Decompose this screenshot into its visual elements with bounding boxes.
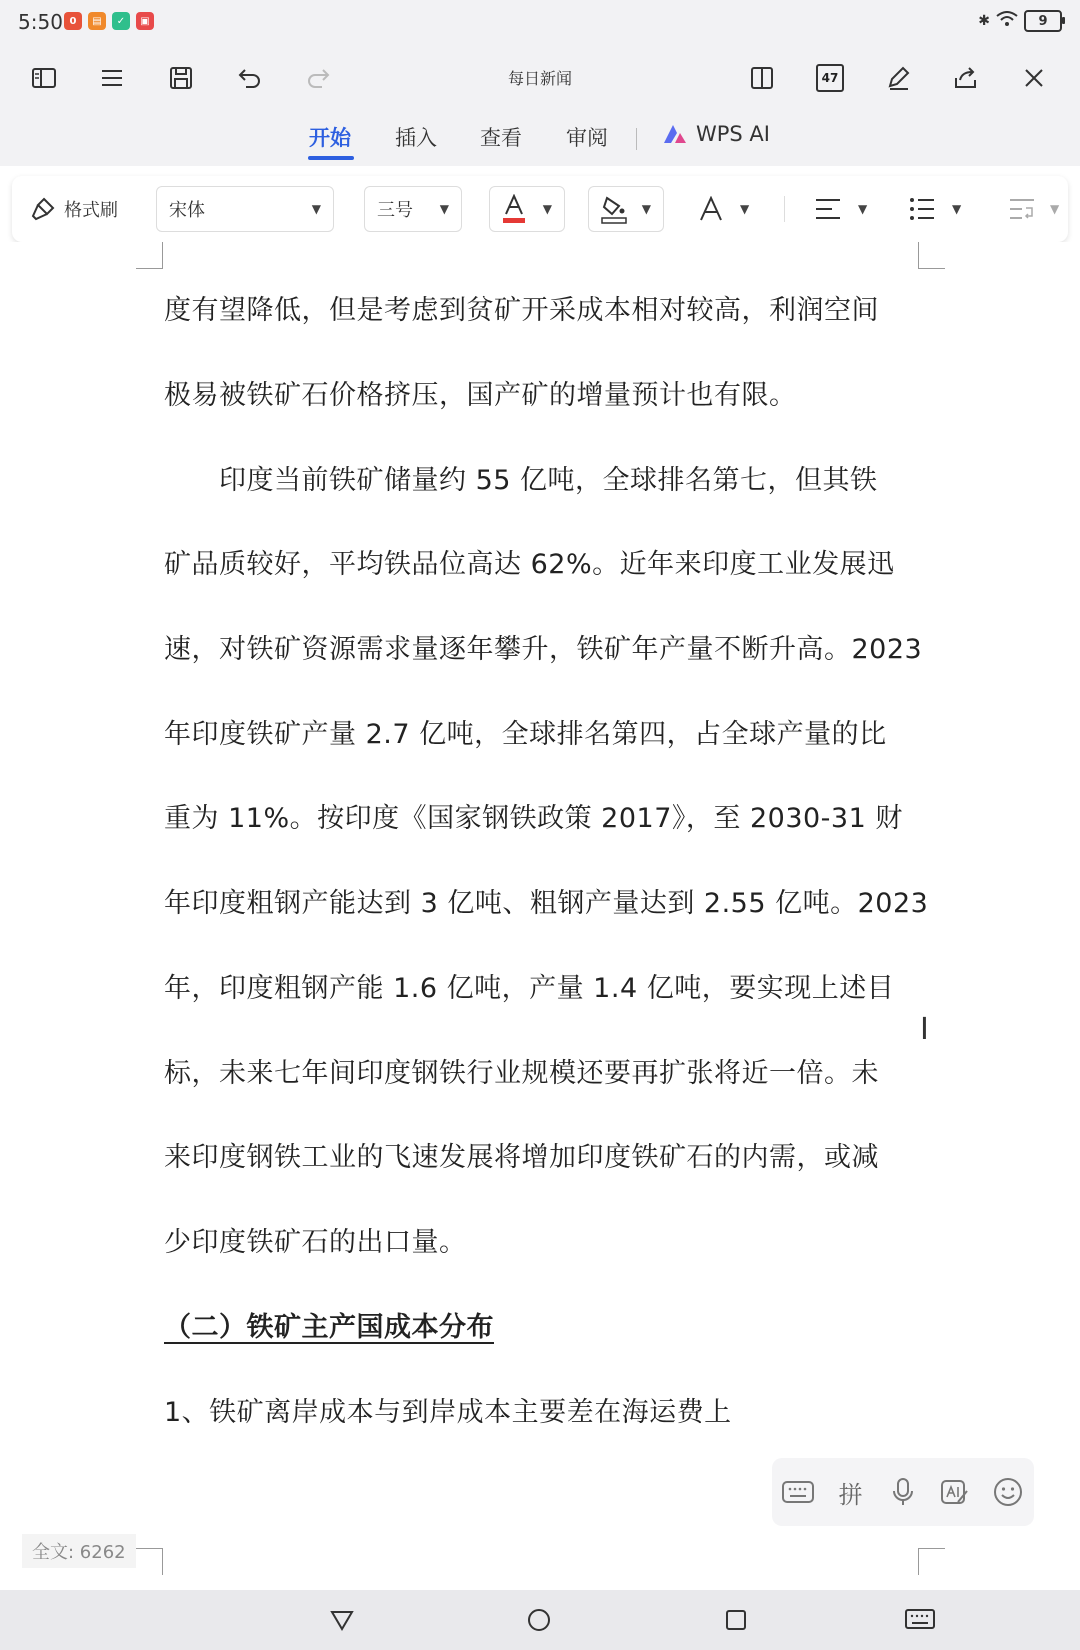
- home-circle-icon: [526, 1607, 552, 1633]
- split-view-button[interactable]: [740, 56, 784, 100]
- battery-icon: [1024, 10, 1062, 32]
- status-time: 5:50: [18, 10, 63, 34]
- status-bar: [0, 0, 1080, 46]
- text-style-button[interactable]: [698, 186, 749, 232]
- text-line: 年印度铁矿产量 2.7 亿吨，全球排名第四，占全球产量的比: [164, 719, 887, 750]
- app-red-icon: 0: [64, 12, 82, 30]
- page-corner-mark: [918, 1548, 945, 1575]
- pinyin-button[interactable]: 拼: [838, 1480, 863, 1509]
- text-line: 标，未来七年间印度钢铁行业规模还要再扩张将近一倍。未: [164, 1058, 879, 1089]
- line-spacing-button[interactable]: [1008, 186, 1059, 232]
- align-button[interactable]: [814, 186, 867, 232]
- text-line: 矿品质较好，平均铁品位高达 62%。近年来印度工业发展迅: [164, 549, 895, 580]
- wps-ai-icon: [662, 123, 688, 145]
- text-line: 极易被铁矿石价格挤压，国产矿的增量预计也有限。: [164, 380, 797, 411]
- page-corner-mark: [136, 242, 163, 269]
- font-name-select[interactable]: [156, 186, 334, 232]
- app-red2-icon: ▣: [136, 12, 154, 30]
- battery-level: 9: [1038, 13, 1048, 29]
- list-button[interactable]: [908, 186, 961, 232]
- page-count-button[interactable]: [808, 56, 852, 100]
- wps-ai-tab[interactable]: [662, 122, 770, 146]
- nav-keyboard-button[interactable]: [898, 1600, 942, 1640]
- word-count-label: 全文: 6262: [22, 1534, 136, 1568]
- text-cursor-icon: Ⅰ: [920, 1012, 929, 1047]
- font-color-icon: [502, 194, 526, 224]
- keyboard-icon: [782, 1479, 814, 1505]
- chevron-down-icon: ▼: [439, 202, 449, 216]
- chevron-down-icon: ▼: [858, 202, 868, 216]
- text-line: 速，对铁矿资源需求量逐年攀升，铁矿年产量不断升高。2023: [164, 634, 923, 665]
- close-icon: [1020, 64, 1048, 92]
- pen-icon: [884, 64, 912, 92]
- tab-insert[interactable]: 插入: [395, 126, 437, 150]
- chevron-down-icon: ▼: [542, 202, 552, 216]
- chevron-down-icon: ▼: [740, 202, 750, 216]
- font-size-value: 三号: [377, 200, 413, 221]
- close-button[interactable]: [1012, 56, 1056, 100]
- save-button[interactable]: [159, 56, 203, 100]
- text-style-icon: [698, 196, 724, 222]
- emoji-button[interactable]: [988, 1472, 1028, 1512]
- text-line: 来印度钢铁工业的飞速发展将增加印度铁矿石的内需，或减: [164, 1142, 879, 1173]
- sidebar-toggle-button[interactable]: [22, 56, 66, 100]
- voice-input-button[interactable]: [883, 1472, 923, 1512]
- wifi-icon: [996, 11, 1018, 31]
- redo-icon: [304, 64, 332, 92]
- format-toolbar: [12, 176, 1068, 242]
- chevron-down-icon: ▼: [1050, 202, 1060, 216]
- save-icon: [167, 64, 195, 92]
- home-button[interactable]: [517, 1600, 561, 1640]
- align-left-icon: [814, 196, 842, 222]
- system-nav-bar: [0, 1590, 1080, 1650]
- edit-button[interactable]: [876, 56, 920, 100]
- redo-button[interactable]: [296, 56, 340, 100]
- ribbon-tabs: [0, 110, 1080, 166]
- status-app-icons: [64, 12, 154, 30]
- tab-separator: [636, 128, 637, 150]
- toolbar-separator: [784, 196, 785, 222]
- format-painter-button[interactable]: [30, 186, 118, 232]
- undo-button[interactable]: [228, 56, 272, 100]
- subsection-heading: 1、铁矿离岸成本与到岸成本主要差在海运费上: [164, 1397, 732, 1428]
- tab-review[interactable]: 审阅: [566, 126, 608, 150]
- recents-button[interactable]: [714, 1600, 758, 1640]
- tab-start[interactable]: 开始: [309, 126, 351, 150]
- chevron-down-icon: ▼: [311, 202, 321, 216]
- text-line: 年，印度粗钢产能 1.6 亿吨，产量 1.4 亿吨，要实现上述目: [164, 973, 895, 1004]
- document-title: 每日新闻: [507, 69, 572, 88]
- bluetooth-icon: ✱: [978, 13, 990, 29]
- menu-icon: [98, 64, 126, 92]
- back-button[interactable]: [320, 1600, 364, 1640]
- page-corner-mark: [918, 242, 945, 269]
- paint-bucket-icon: [601, 194, 627, 224]
- wps-ai-label: WPS AI: [696, 122, 770, 146]
- app-orange-icon: ▤: [88, 12, 106, 30]
- tab-view[interactable]: 查看: [480, 126, 522, 150]
- font-size-select[interactable]: [364, 186, 462, 232]
- font-name-value: 宋体: [169, 200, 205, 221]
- status-indicators: [978, 10, 1062, 32]
- document-canvas[interactable]: [0, 242, 1080, 1590]
- font-color-button[interactable]: [489, 186, 565, 232]
- keyboard-icon: [905, 1608, 935, 1632]
- microphone-icon: [892, 1477, 914, 1507]
- split-view-icon: [748, 64, 776, 92]
- emoji-icon: [993, 1477, 1023, 1507]
- undo-icon: [236, 64, 264, 92]
- keyboard-button[interactable]: [778, 1472, 818, 1512]
- line-spacing-icon: [1008, 196, 1036, 222]
- format-painter-icon: [30, 196, 56, 222]
- share-icon: [952, 64, 980, 92]
- active-tab-indicator: [308, 156, 354, 160]
- share-button[interactable]: [944, 56, 988, 100]
- chevron-down-icon: ▼: [952, 202, 962, 216]
- bullet-list-icon: [908, 196, 936, 222]
- ai-write-button[interactable]: [935, 1472, 975, 1512]
- app-green-icon: ✓: [112, 12, 130, 30]
- highlight-button[interactable]: [588, 186, 664, 232]
- chevron-down-icon: ▼: [641, 202, 651, 216]
- text-line: 重为 11%。按印度《国家钢铁政策 2017》，至 2030-31 财: [164, 803, 903, 834]
- section-heading: （二）铁矿主产国成本分布: [164, 1312, 494, 1343]
- text-line: 年印度粗钢产能达到 3 亿吨、粗钢产量达到 2.55 亿吨。2023: [164, 888, 929, 919]
- menu-button[interactable]: [90, 56, 134, 100]
- text-line: 度有望降低，但是考虑到贫矿开采成本相对较高，利润空间: [164, 295, 879, 326]
- format-painter-label: 格式刷: [64, 200, 118, 221]
- page-count-badge: 47: [816, 64, 844, 92]
- input-method-bar: [772, 1458, 1034, 1526]
- top-toolbar: [0, 46, 1080, 110]
- text-line: 印度当前铁矿储量约 55 亿吨，全球排名第七，但其铁: [164, 465, 878, 496]
- recents-square-icon: [724, 1608, 748, 1632]
- text-line: 少印度铁矿石的出口量。: [164, 1227, 467, 1258]
- page-corner-mark: [136, 1548, 163, 1575]
- ai-write-icon: [940, 1478, 970, 1506]
- back-triangle-icon: [329, 1608, 355, 1632]
- sidebar-icon: [30, 64, 58, 92]
